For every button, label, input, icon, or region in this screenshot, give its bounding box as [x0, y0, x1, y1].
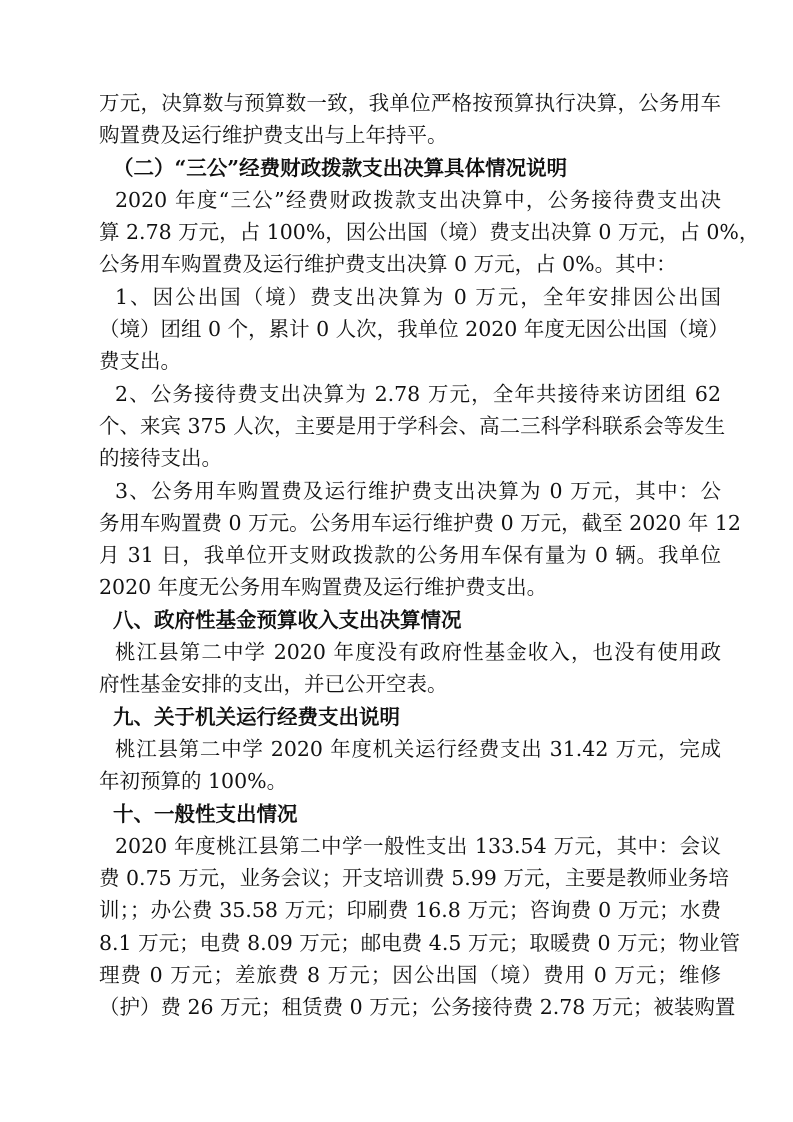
text-line: 桃江县第二中学 2020 年度机关运行经费支出 31.42 万元，完成 [115, 736, 721, 761]
text-line: 3、公务用车购置费及运行维护费支出决算为 0 万元，其中：公 [115, 478, 721, 503]
text-line: 算 2.78 万元，占 100%，因公出国（境）费支出决算 0 万元，占 0%， [99, 220, 760, 245]
text-line: （护）费 26 万元；租赁费 0 万元；公务接待费 2.78 万元；被装购置 [99, 995, 736, 1020]
paragraph [99, 184, 760, 281]
text-line: 八、政府性基金预算收入支出决算情况 [113, 607, 462, 632]
text-line: 2020 年度无公务用车购置费及运行维护费支出。 [99, 575, 548, 600]
text-line: 2、公务接待费支出决算为 2.78 万元，全年共接待来访团组 62 [115, 381, 721, 406]
text-line: 训；；办公费 35.58 万元；印刷费 16.8 万元；咨询费 0 万元；水费 [99, 898, 721, 923]
text-line: 个、来宾 375 人次，主要是用于学科会、高二三科学科联系会等发生 [99, 413, 726, 438]
text-line: 府性基金安排的支出，并已公开空表。 [99, 672, 448, 697]
text-line: 月 31 日，我单位开支财政拨款的公务用车保有量为 0 辆。我单位 [99, 543, 721, 568]
text-line: 购置费及运行维护费支出与上年持平。 [99, 123, 448, 148]
text-line: （二）“三公”经费财政拨款支出决算具体情况说明 [113, 155, 568, 180]
text-line: 公务用车购置费及运行维护费支出决算 0 万元，占 0%。其中： [99, 252, 677, 277]
text-line: 8.1 万元；电费 8.09 万元；邮电费 4.5 万元；取暖费 0 万元；物业管 [99, 930, 741, 955]
section-heading [99, 798, 721, 830]
section-heading [99, 152, 721, 184]
text-line: 九、关于机关运行经费支出说明 [113, 704, 400, 729]
text-line: 年初预算的 100%。 [99, 769, 288, 794]
text-line: 1、因公出国（境）费支出决算为 0 万元，全年安排因公出国 [115, 284, 721, 309]
paragraph [99, 378, 726, 475]
text-line: 桃江县第二中学 2020 年度没有政府性基金收入，也没有使用政 [115, 640, 721, 665]
paragraph [99, 830, 741, 1024]
paragraph [99, 281, 729, 378]
text-line: 2020 年度“三公”经费财政拨款支出决算中，公务接待费支出决 [115, 187, 721, 212]
paragraph [99, 475, 741, 604]
text-line: 的接待支出。 [99, 446, 222, 471]
text-line: 万元，决算数与预算数一致，我单位严格按预算执行决算，公务用车 [99, 91, 721, 115]
text-line: 十、一般性支出情况 [113, 801, 298, 826]
section-heading [99, 604, 721, 636]
text-line: 理费 0 万元；差旅费 8 万元；因公出国（境）费用 0 万元；维修 [99, 963, 721, 988]
section-heading [99, 701, 721, 733]
text-line: 费支出。 [99, 349, 181, 374]
paragraph [99, 87, 721, 152]
text-line: 费 0.75 万元，业务会议；开支培训费 5.99 万元，主要是教师业务培 [99, 866, 729, 891]
text-line: 2020 年度桃江县第二中学一般性支出 133.54 万元，其中：会议 [115, 833, 721, 858]
text-line: （境）团组 0 个，累计 0 人次，我单位 2020 年度无因公出国（境） [99, 317, 729, 342]
paragraph [99, 636, 721, 701]
text-line: 务用车购置费 0 万元。公务用车运行维护费 0 万元，截至 2020 年 12 [99, 510, 741, 535]
paragraph [99, 733, 721, 798]
document-page [99, 87, 760, 1024]
